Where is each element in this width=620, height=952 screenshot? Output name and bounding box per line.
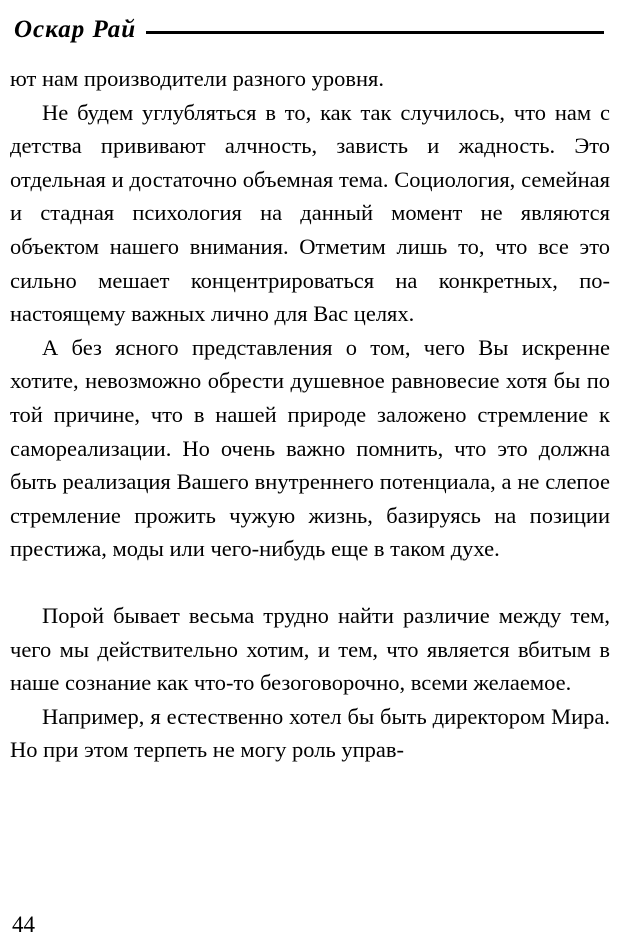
page-number: 44 [12,912,35,937]
paragraph: ют нам производители разного уровня. [10,66,384,91]
paragraph: Например, я естественно хотел бы быть директором Мира. Но при этом терпеть не могу роль управ- [10,703,610,763]
page-header [14,10,604,50]
header-divider [146,31,604,34]
author-name: Оскар Рай [14,16,137,43]
paragraph: Не будем углубляться в то, как так случилось, что нам с детства прививают алчность, зависть и жадность. Это отдельная и достаточно объемная тема. Социология, семейная и стадная психология на данный момент не являются объектом нашего внимания. Отметим лишь то, что все это сильно мешает концентрироваться на конкретных, по-настоящему важных лично для Вас целях. [10,99,610,327]
paragraph: Порой бывает весьма трудно найти различие между тем, чего мы действительно хотим, и тем, что является вбитым в наше сознание как что-то безоговорочно, всеми желаемое. [10,602,610,696]
paragraph: А без ясного представления о том, чего Вы искренне хотите, невозможно обрести душевное равновесие хотя бы по той причине, что в нашей природе заложено стремление к самореализации. Но очень важно помнить, что это должна быть реализация Вашего внутреннего потенциала, а не слепое стремление прожить чужую жизнь, базируясь на позиции престижа, моды или чего-нибудь еще в таком духе. [10,334,610,562]
page-body [10,62,610,767]
